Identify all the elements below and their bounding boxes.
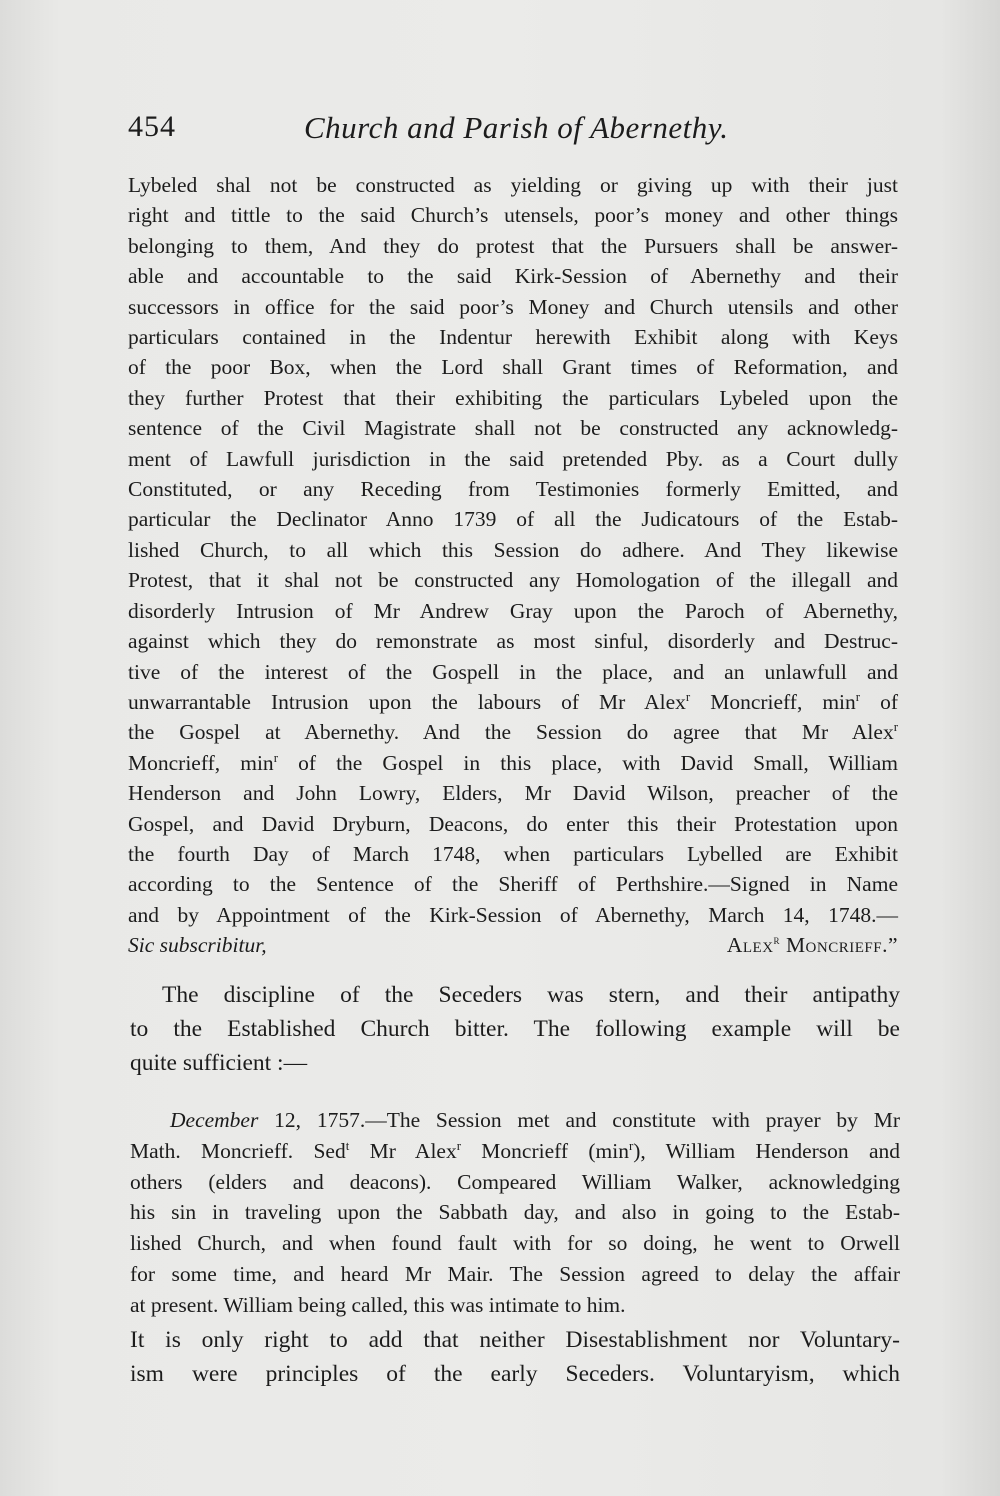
text-line: his sin in traveling upon the Sabbath day, and also in going to the Estab- [130, 1200, 900, 1225]
text-fragment: ), William Henderson and [633, 1138, 900, 1163]
superscript: r [456, 1138, 462, 1153]
text-line: able and accountable to the said Kirk-Session of Abernethy and their [128, 264, 898, 289]
text-line: to the Established Church bitter. The following example will be [130, 1016, 900, 1042]
text-line [128, 748, 898, 778]
text-line: successors in office for the said poor’s Money and Church utensils and other [128, 294, 898, 319]
text-line: ism were principles of the early Seceders. Voluntaryism, which [130, 1361, 900, 1387]
text-line: Constituted, or any Receding from Testimonies formerly Emitted, and [128, 477, 898, 502]
text-line: particulars contained in the Indentur herewith Exhibit along with Keys [128, 325, 898, 350]
text-fragment: Mr Alex [349, 1138, 457, 1163]
signatory [727, 930, 898, 960]
signature-formula: Sic subscribitur, [128, 933, 267, 958]
text-line: the fourth Day of March 1748, when particulars Lybelled are Exhibit [128, 841, 898, 866]
running-title: Church and Parish of Abernethy. [304, 110, 729, 145]
signature-line [128, 930, 898, 960]
text-fragment: the Gospel at Abernethy. And the Session do agree that Mr Alex [128, 720, 894, 745]
text-line: and by Appointment of the Kirk-Session of Abernethy, March 14, 1748.— [128, 902, 898, 927]
text-line: lished Church, and when found fault with for so doing, he went to Orwell [130, 1231, 900, 1256]
page-number: 454 [128, 110, 176, 143]
text-line: ment of Lawfull jurisdiction in the said pretended Pby. as a Court dully [128, 446, 898, 471]
superscript: r [273, 750, 278, 765]
text-line: others (elders and deacons). Compeared William Walker, acknowledging [130, 1169, 900, 1194]
page-header [128, 110, 900, 150]
text-line: of the poor Box, when the Lord shall Grant times of Reformation, and [128, 355, 898, 380]
text-line: It is only right to add that neither Disestablishment nor Voluntary- [130, 1327, 900, 1353]
text-fragment: 12, 1757.—The Session met and constitute with prayer by Mr [258, 1108, 900, 1132]
text-line: according to the Sentence of the Sheriff of Perthshire.—Signed in Name [128, 872, 898, 897]
text-line: The discipline of the Seceders was stern, and their antipathy [162, 982, 900, 1008]
text-line: Henderson and John Lowry, Elders, Mr David Wilson, preacher of the [128, 781, 898, 806]
text-fragment: unwarrantable Intrusion upon the labours of Mr Alex [128, 689, 686, 714]
text-line: Gospel, and David Dryburn, Deacons, do enter this their Protestation upon [128, 811, 898, 836]
text-line: they further Protest that their exhibiting the particulars Lybeled upon the [128, 385, 898, 410]
text-line [130, 1136, 900, 1167]
text-line: lished Church, to all which this Session do adhere. And They likewise [128, 537, 898, 562]
minute-date: December [170, 1108, 259, 1132]
text-line: tive of the interest of the Gospell in the place, and an unlawfull and [128, 659, 898, 684]
text-line: belonging to them, And they do protest that the Pursuers shall be answer- [128, 233, 898, 258]
text-fragment: Moncrieff, min [128, 750, 274, 775]
text-fragment: of [860, 689, 898, 714]
text-fragment: Math. Moncrieff. Sed [130, 1138, 346, 1163]
text-line: disorderly Intrusion of Mr Andrew Gray upon the Paroch of Abernethy, [128, 598, 898, 623]
text-line: Lybeled shal not be constructed as yielding or giving up with their just [128, 173, 898, 197]
superscript: r [773, 933, 781, 947]
superscript: r [893, 720, 898, 735]
text-line [130, 1105, 900, 1136]
text-line: right and tittle to the said Church’s utensels, poor’s money and other things [128, 203, 898, 228]
text-fragment: Moncrieff.” [780, 933, 898, 958]
text-line: sentence of the Civil Magistrate shall not be constructed any acknowledg- [128, 416, 898, 441]
text-line: at present. William being called, this was intimate to him. [130, 1292, 626, 1317]
text-line: quite sufficient :— [130, 1050, 308, 1076]
text-fragment: Moncrieff (min [461, 1138, 629, 1163]
text-line [128, 687, 898, 717]
superscript: r [628, 1138, 634, 1153]
superscript: r [685, 689, 691, 704]
superscript: r [855, 689, 861, 704]
text-fragment: Moncrieff, min [690, 689, 856, 714]
text-line: particular the Declinator Anno 1739 of all the Judicatours of the Estab- [128, 507, 898, 532]
quoted-protestation [128, 170, 898, 961]
text-fragment: Alex [726, 933, 774, 958]
text-fragment: of the Gospel in this place, with David Small, William [277, 750, 898, 775]
paragraph-voluntaryism [130, 1323, 900, 1391]
text-line: for some time, and heard Mr Mair. The Session agreed to delay the affair [130, 1261, 900, 1286]
superscript: t [345, 1138, 350, 1153]
paragraph-discipline [130, 978, 900, 1080]
text-line: Protest, that it shal not be constructed any Homologation of the illegall and [128, 568, 898, 593]
session-minute-entry [130, 1105, 900, 1321]
text-line [128, 717, 898, 747]
text-line: against which they do remonstrate as most sinful, disorderly and Destruc- [128, 629, 898, 654]
